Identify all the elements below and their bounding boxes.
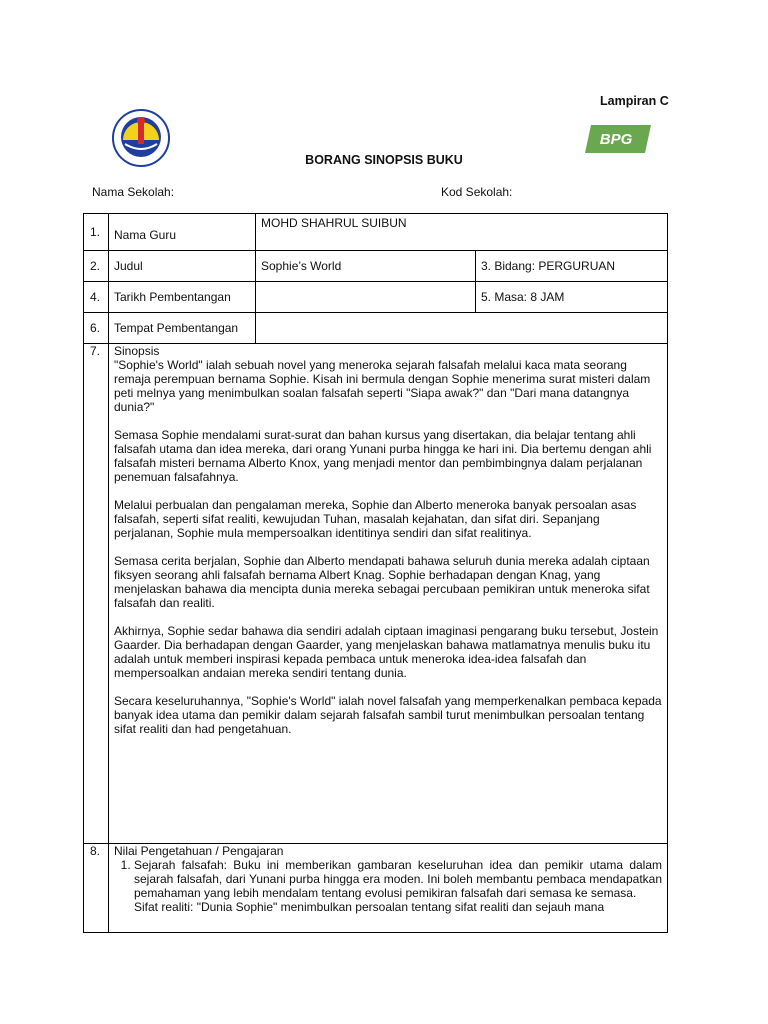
value-nama-guru[interactable]: MOHD SHAHRUL SUIBUN	[256, 214, 668, 251]
row-tarikh	[84, 282, 668, 313]
label-tempat: Tempat Pembentangan	[109, 313, 256, 344]
row-tempat	[84, 313, 668, 344]
label-nama-guru: Nama Guru	[109, 214, 256, 251]
row-number: 4.	[84, 282, 109, 313]
value-bidang[interactable]: 3. Bidang: PERGURUAN	[476, 251, 668, 282]
nama-sekolah-label: Nama Sekolah:	[92, 185, 175, 199]
sinopsis-paragraph: Melalui perbualan dan pengalaman mereka, Sophie dan Alberto meneroka banyak persoalan asas falsafah, seperti sifat realiti, kewujudan Tuhan, masalah kejahatan, dan sifat diri. Sepanjang perjalanan, Sophie mula mempersoalkan identitinya sendiri dan sifat realitinya.	[114, 498, 637, 540]
sinopsis-cell	[109, 344, 668, 844]
list-item: 2. Sifat realiti: "Dunia Sophie" menimbulkan persoalan tentang sifat realiti dan sejauh mana	[134, 900, 662, 914]
sinopsis-paragraph: Semasa cerita berjalan, Sophie dan Alberto mendapati bahawa seluruh dunia mereka adalah ciptaan fiksyen seorang ahli falsafah bernama Albert Knag. Sophie berhadapan dengan Knag, yang menjelaskan bahawa dia mencipta dunia mereka sebagai percubaan pemikiran untuk meneroka sifat falsafah dan realiti.	[114, 554, 650, 610]
bpg-logo-text: BPG	[599, 131, 633, 148]
row-judul	[84, 251, 668, 282]
row-number: 1.	[84, 214, 109, 251]
lampiran-label: Lampiran C	[600, 94, 669, 108]
sinopsis-paragraph: Semasa Sophie mendalami surat-surat dan bahan kursus yang disertakan, dia belajar tentang ahli falsafah utama dan idea mereka, dari orang Yunani purba hingga ke hari ini. Dia bertemu dengan ahli falsafah misteri bernama Alberto Knox, yang menjadi mentor dan pembimbingnya dalam perjalanan penemuan falsafahnya.	[114, 428, 652, 484]
row-number: 7.	[84, 344, 109, 844]
list-item: 1. Sejarah falsafah: Buku ini memberikan gambaran keseluruhan idea dan pemikir utama dalam sejarah falsafah, dari Yunani purba hingga era moden. Ini boleh membantu pembaca mendapatkan pemahaman yang lebih mendalam tentang evolusi pemikiran falsafah dari semasa ke semasa.	[134, 858, 662, 900]
sinopsis-label: Sinopsis	[114, 344, 160, 358]
nilai-list	[114, 858, 662, 914]
kod-sekolah-label: Kod Sekolah:	[441, 185, 513, 199]
row-nilai	[84, 844, 668, 933]
sinopsis-paragraph: Secara keseluruhannya, "Sophie's World" ialah novel falsafah yang memperkenalkan pembaca kepada banyak idea utama dan pemikir dalam sejarah falsafah sambil turut menimbulkan persoalan tentang sifat realiti dan had pengetahuan.	[114, 694, 662, 736]
row-number: 8.	[84, 844, 109, 933]
page-title: BORANG SINOPSIS BUKU	[305, 153, 463, 167]
value-judul[interactable]: Sophie’s World	[256, 251, 476, 282]
sinopsis-paragraph: "Sophie's World" ialah sebuah novel yang meneroka sejarah falsafah melalui kaca mata seorang remaja perempuan bernama Sophie. Kisah ini bermula dengan Sophie menerima surat misteri dalam peti melnya yang menimbulkan soalan falsafah seperti "Siapa awak?" dan "Dari mana datangnya dunia?"	[114, 358, 651, 414]
value-masa[interactable]: 5. Masa: 8 JAM	[476, 282, 668, 313]
value-tempat[interactable]	[256, 313, 668, 344]
row-number: 6.	[84, 313, 109, 344]
sinopsis-paragraph: Akhirnya, Sophie sedar bahawa dia sendiri adalah ciptaan imaginasi pengarang buku tersebut, Jostein Gaarder. Dia berhadapan dengan Gaarder, yang menjelaskan bahawa matlamatnya menulis buku itu adalah untuk memberi inspirasi kepada pembaca untuk meneroka idea-idea falsafah dan mempersoalkan andaian mereka sendiri tentang dunia.	[114, 624, 659, 680]
row-nama-guru	[84, 214, 668, 251]
bpg-logo-icon	[585, 121, 651, 157]
label-tarikh: Tarikh Pembentangan	[109, 282, 256, 313]
nilai-label: Nilai Pengetahuan / Pengajaran	[114, 844, 284, 858]
synopsis-form-table	[83, 213, 668, 933]
nilai-cell	[109, 844, 668, 933]
row-sinopsis	[84, 344, 668, 844]
value-tarikh[interactable]	[256, 282, 476, 313]
label-judul: Judul	[109, 251, 256, 282]
row-number: 2.	[84, 251, 109, 282]
